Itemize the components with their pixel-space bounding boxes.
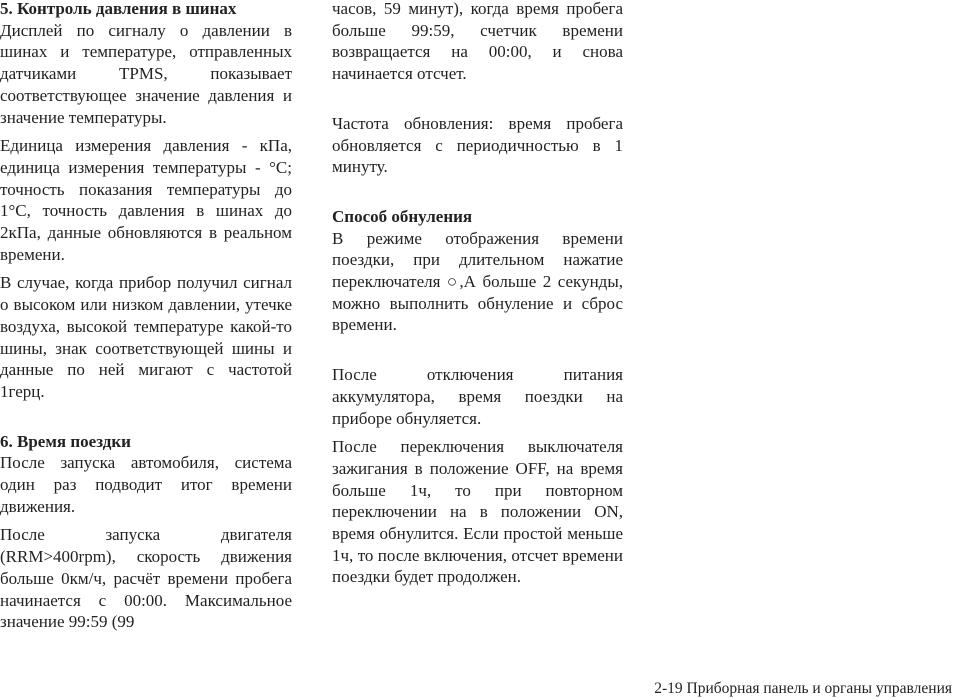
left-column	[0, 0, 292, 633]
section-6-paragraph-1: После запуска автомобиля, система один раз подводит итог времени движения.	[0, 453, 292, 516]
continuation-paragraph: часов, 59 минут), когда время пробега больше 99:59, счетчик времени возвращается на 00:00, и снова начинается отсчет.	[332, 0, 623, 84]
reset-paragraph-3: После переключения выключателя зажигания в положение OFF, на время больше 1ч, то при повторном переключении на в положении ON, время обнулится. Если простой меньше 1ч, то после включения, отсчет времени поездки будет продолжен.	[332, 437, 623, 587]
section-5-paragraph-2: Единица измерения давления - кПа, единица измерения температуры - °С; точность показания температуры до 1°С, точность давления в шинах до 2кПа, данные обновляются в реальном времени.	[0, 136, 292, 264]
page-footer: 2-19 Приборная панель и органы управления	[654, 680, 952, 697]
right-column	[332, 0, 623, 588]
reset-paragraph-1: В режиме отображения времени поездки, при длительном нажатие переключателя ○,А больше 2 секунды, можно выполнить обнуление и сброс времени.	[332, 228, 623, 335]
update-rate-paragraph: Частота обновления: время пробега обновляется с периодичностью в 1 минуту.	[332, 113, 623, 177]
section-6-paragraph-2: После запуска двигателя (RRM>400rpm), скорость движения больше 0км/ч, расчёт времени пробега начинается с 00:00. Максимальное значение 99:59 (99	[0, 525, 292, 632]
section-5-paragraph-3: В случае, когда прибор получил сигнал о высоком или низком давлении, утечке воздуха, высокой температуре какой-то шины, знак соответствующей шины и данные по ней мигают с частотой 1герц.	[0, 273, 292, 401]
reset-method-heading: Способ обнуления	[332, 206, 473, 226]
section-6-heading: 6. Время поездки	[0, 431, 131, 451]
section-5-paragraph-1: Дисплей по сигналу о давлении в шинах и температуре, отправленных датчиками TPMS, показывает соответствующее значение давления и значение температуры.	[0, 20, 292, 127]
reset-paragraph-2: После отключения питания аккумулятора, время поездки на приборе обнуляется.	[332, 365, 623, 428]
section-5-heading: 5. Контроль давления в шинах	[0, 0, 237, 18]
